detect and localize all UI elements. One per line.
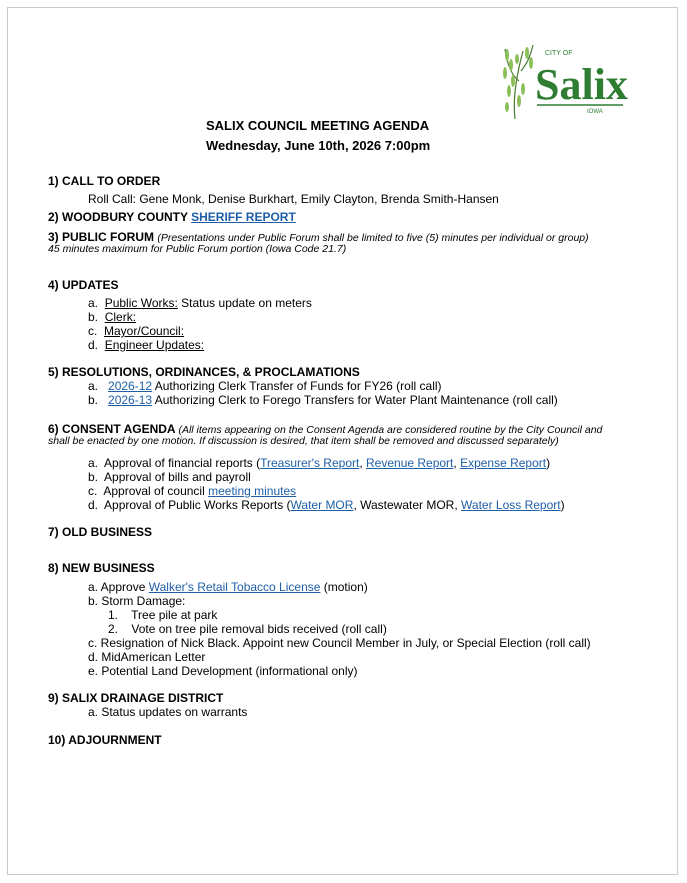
- logo-city-of: CITY OF: [545, 50, 573, 57]
- section-new-business: 8) NEW BUSINESS: [48, 561, 155, 575]
- list-item: d. Approval of Public Works Reports (Water MOR, Wastewater MOR, Water Loss Report): [88, 498, 565, 512]
- section-adjournment: 10) ADJOURNMENT: [48, 733, 162, 747]
- section-woodbury-county: [48, 210, 296, 224]
- meeting-date: Wednesday, June 10th, 2026 7:00pm: [206, 138, 431, 153]
- list-item: b. Storm Damage:: [88, 594, 186, 608]
- section-drainage-district: 9) SALIX DRAINAGE DISTRICT: [48, 691, 224, 705]
- water-mor-link[interactable]: Water MOR: [290, 498, 354, 512]
- list-item: a. Public Works: Status update on meters: [88, 296, 312, 310]
- meeting-minutes-link[interactable]: meeting minutes: [208, 484, 297, 498]
- list-item: b. 2026-13 Authorizing Clerk to Forego Transfers for Water Plant Maintenance (roll call): [88, 393, 558, 407]
- list-item: b. Clerk:: [88, 310, 137, 324]
- list-item: a. Approval of financial reports (Treasurer's Report, Revenue Report, Expense Report): [88, 456, 551, 470]
- expense-report-link[interactable]: Expense Report: [460, 456, 547, 470]
- section-resolutions: 5) RESOLUTIONS, ORDINANCES, & PROCLAMATIONS: [48, 365, 360, 379]
- list-item: a. Approve Walker's Retail Tobacco License (motion): [88, 580, 368, 594]
- resolution-2026-13-link[interactable]: 2026-13: [108, 393, 153, 407]
- list-item: d. MidAmerican Letter: [88, 650, 206, 664]
- water-loss-report-link[interactable]: Water Loss Report: [461, 498, 561, 512]
- document-page: [7, 7, 678, 875]
- section-2-heading: 2) WOODBURY COUNTY: [48, 210, 192, 224]
- section-3-heading: 3) PUBLIC FORUM: [48, 230, 158, 244]
- list-item: 2. Vote on tree pile removal bids received (roll call): [108, 622, 387, 636]
- section-call-to-order: 1) CALL TO ORDER: [48, 174, 161, 188]
- list-item: a. 2026-12 Authorizing Clerk Transfer of Funds for FY26 (roll call): [88, 379, 442, 393]
- list-item: a. Status updates on warrants: [88, 705, 248, 719]
- roll-call: Roll Call: Gene Monk, Denise Burkhart, Emily Clayton, Brenda Smith-Hansen: [88, 192, 499, 206]
- resolution-2026-12-link[interactable]: 2026-12: [108, 379, 153, 393]
- section-6-heading: 6) CONSENT AGENDA: [48, 422, 179, 436]
- logo-state: IOWA: [587, 109, 603, 115]
- consent-note-2: shall be enacted by one motion. If discussion is desired, that item shall be removed and discussed separately): [48, 435, 559, 447]
- consent-note-1: (All items appearing on the Consent Agenda are considered routine by the City Council and: [178, 424, 603, 436]
- tobacco-license-link[interactable]: Walker's Retail Tobacco License: [148, 580, 321, 594]
- salix-logo: [501, 41, 631, 121]
- revenue-report-link[interactable]: Revenue Report: [366, 456, 454, 470]
- list-item: c. Approval of council meeting minutes: [88, 484, 297, 498]
- public-forum-note-2: 45 minutes maximum for Public Forum portion (Iowa Code 21.7): [48, 243, 347, 255]
- list-item: 1. Tree pile at park: [108, 608, 218, 622]
- section-old-business: 7) OLD BUSINESS: [48, 525, 153, 539]
- section-updates: 4) UPDATES: [48, 278, 119, 292]
- list-item: d. Engineer Updates:: [88, 338, 205, 352]
- treasurers-report-link[interactable]: Treasurer's Report: [260, 456, 360, 470]
- list-item: e. Potential Land Development (informational only): [88, 664, 358, 678]
- public-forum-note-1: (Presentations under Public Forum shall be limited to five (5) minutes per individual or group): [157, 232, 589, 244]
- list-item: c. Resignation of Nick Black. Appoint new Council Member in July, or Special Election (roll call): [88, 636, 591, 650]
- list-item: c. Mayor/Council:: [88, 324, 185, 338]
- logo-name: Salix: [535, 60, 628, 109]
- sheriff-report-link[interactable]: SHERIFF REPORT: [191, 210, 296, 224]
- list-item: b. Approval of bills and payroll: [88, 470, 251, 484]
- agenda-title: SALIX COUNCIL MEETING AGENDA: [206, 118, 430, 133]
